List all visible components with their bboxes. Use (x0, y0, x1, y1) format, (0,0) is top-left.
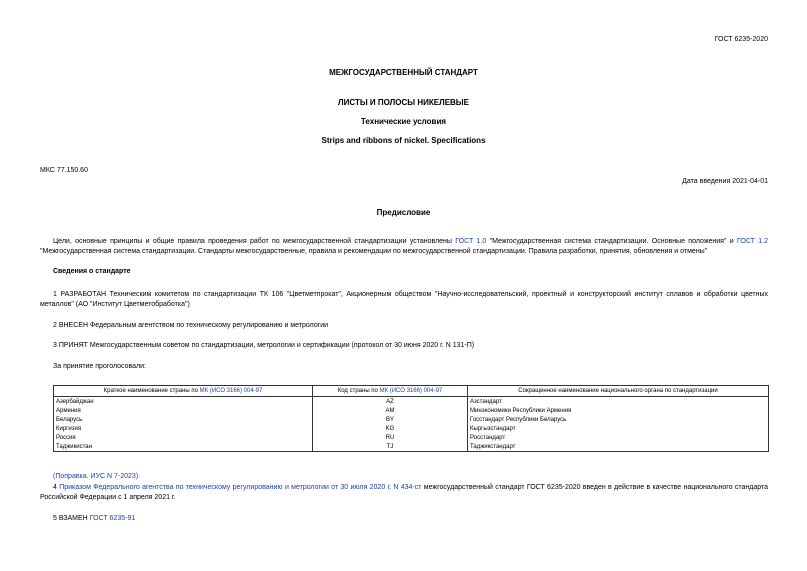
item-developed: 1 РАЗРАБОТАН Техническим комитетом по стандартизации ТК 106 "Цветметпрокат", Акционерным обществом "Научно-исследовательский, проектный и конструкторский институт сплавов и обработки цветных металлов" (АО "Институт Цветметобработка") (40, 291, 768, 308)
item-introduced: 2 ВНЕСЕН Федеральным агентством по техническому регулированию и метрологии (53, 322, 329, 329)
preface-text-b: "Межгосударственная система стандартизации. Основные положения" и (486, 238, 737, 245)
item4-prefix: 4 (53, 484, 60, 491)
preface-text-c: "Межгосударственная система стандартизации. Стандарты межгосударственные, правила и рекомендации по межгосударственной стандартизации. Правила разработки, принятия, обновления и отмены" (40, 248, 708, 255)
voting-table (53, 385, 769, 452)
mks-code: МКС 77.150.60 (40, 167, 88, 174)
body-cell: Госстандарт Республики Беларусь (468, 415, 769, 424)
country-cell: Азербайджан (54, 397, 313, 407)
code-cell: RU (313, 433, 468, 442)
table-row (54, 397, 769, 407)
item4-text: межгосударственный стандарт ГОСТ 6235-2020 введен в действие в качестве национального стандарта Российской Федерации с 1 апреля 2021 г. (40, 484, 768, 501)
document-title: ЛИСТЫ И ПОЛОСЫ НИКЕЛЕВЫЕ (338, 98, 469, 107)
country-cell: Россия (54, 433, 313, 442)
item-replaces (53, 515, 135, 522)
body-cell: Минэкономики Республики Армения (468, 406, 769, 415)
standard-type: МЕЖГОСУДАРСТВЕННЫЙ СТАНДАРТ (329, 68, 478, 77)
body-cell: Таджикстандарт (468, 442, 769, 452)
country-cell: Армения (54, 406, 313, 415)
country-cell: Таджикистан (54, 442, 313, 452)
table-row (54, 442, 769, 452)
table-row (54, 424, 769, 433)
preface-paragraph (40, 237, 768, 257)
code-cell: KG (313, 424, 468, 433)
gost-6235-91-link[interactable]: ГОСТ 6235-91 (89, 515, 136, 522)
code-cell: BY (313, 415, 468, 424)
header-national-body: Сокращенное наименование национального органа по стандартизации (468, 386, 769, 397)
gost-1-0-link[interactable]: ГОСТ 1.0 (455, 238, 487, 245)
english-title: Strips and ribbons of nickel. Specifications (321, 136, 486, 145)
header-code: Код страны по МК (ИСО 3166) 004-97 (313, 386, 468, 397)
mk-iso-link[interactable]: МК (ИСО 3166) 004-97 (379, 388, 443, 394)
table-row (54, 415, 769, 424)
code-cell: AM (313, 406, 468, 415)
country-cell: Беларусь (54, 415, 313, 424)
item5-prefix: 5 ВЗАМЕН (53, 515, 90, 522)
item-enacted (40, 483, 768, 503)
document-code: ГОСТ 6235-2020 (714, 36, 768, 43)
item-adopted: 3 ПРИНЯТ Межгосударственным советом по стандартизации, метрологии и сертификации (протокол от 30 июня 2020 г. N 131-П) (53, 342, 475, 349)
table-header-row (54, 386, 769, 397)
preface-heading: Предисловие (376, 208, 431, 217)
header-country: Краткое наименование страны по МК (ИСО 3166) 004-97 (54, 386, 313, 397)
document-subtitle: Технические условия (360, 117, 447, 126)
table-row (54, 406, 769, 415)
order-link[interactable]: Приказом Федерального агентства по техническому регулированию и метрологии от 30 июля 2020 г. N 434-ст (59, 484, 422, 491)
code-cell: TJ (313, 442, 468, 452)
standard-info-heading: Сведения о стандарте (53, 268, 131, 275)
code-cell: AZ (313, 397, 468, 407)
body-cell: Кыргызстандарт (468, 424, 769, 433)
table-row (54, 433, 769, 442)
preface-text-a: Цели, основные принципы и общие правила проведения работ по межгосударственной стандартизации установлены (53, 238, 456, 245)
gost-1-2-link[interactable]: ГОСТ 1.2 (737, 238, 768, 245)
country-cell: Киргизия (54, 424, 313, 433)
body-cell: Росстандарт (468, 433, 769, 442)
mk-iso-link[interactable]: МК (ИСО 3166) 004-97 (199, 388, 263, 394)
body-cell: Азстандарт (468, 397, 769, 407)
amendment-link[interactable]: (Поправка. ИУС N 7-2023). (53, 473, 141, 480)
voted-label: За принятие проголосовали: (53, 363, 146, 370)
intro-date: Дата введения 2021-04-01 (682, 178, 768, 185)
